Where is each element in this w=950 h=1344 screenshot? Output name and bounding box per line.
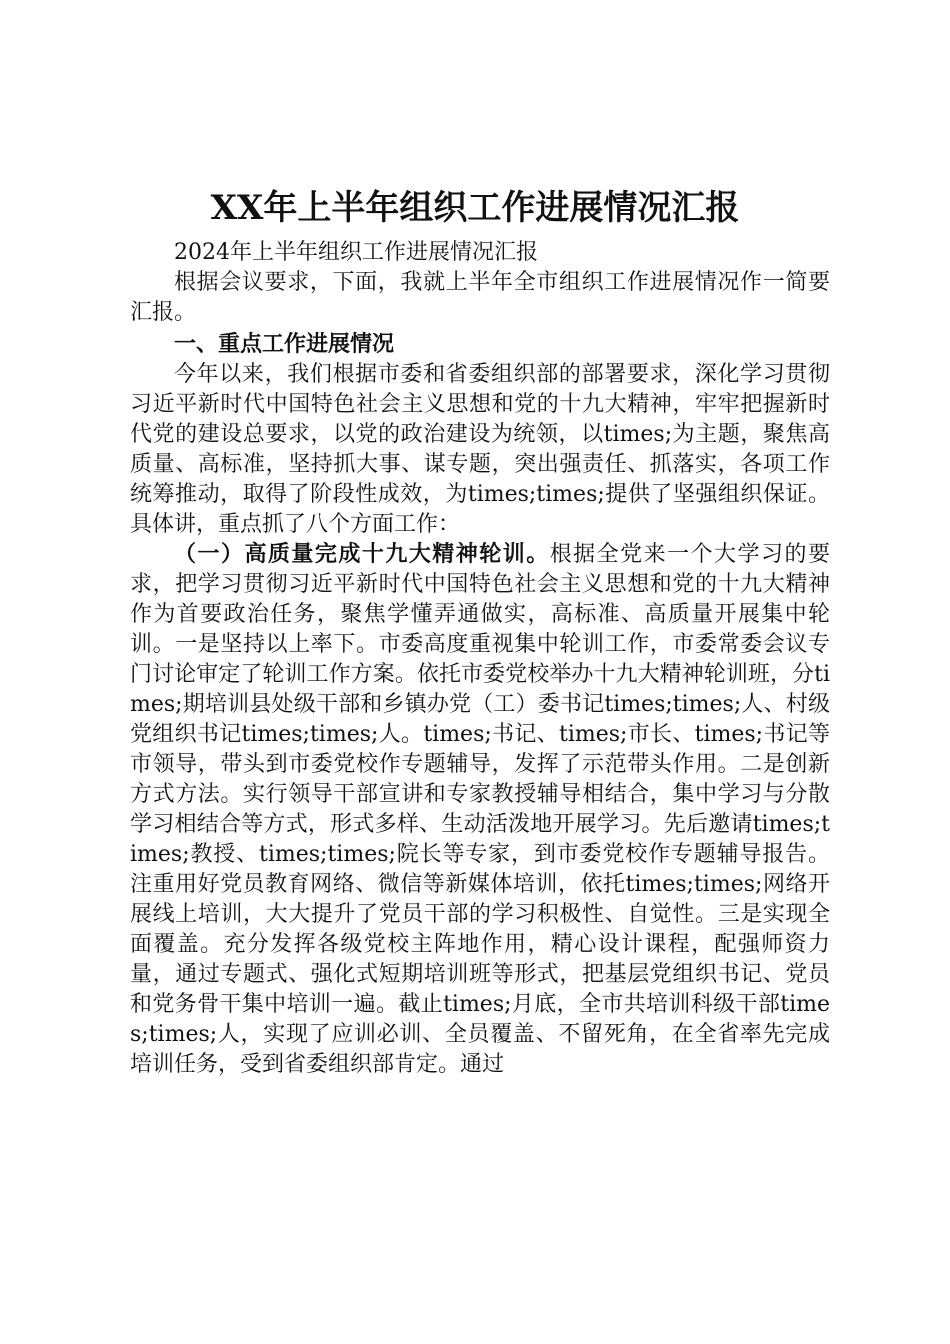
document-subtitle: 2024年上半年组织工作进展情况汇报 [174,240,538,265]
intro-paragraph: 根据会议要求，下面，我就上半年全市组织工作进展情况作一简要汇报。 [130,270,830,325]
section-paragraph: 今年以来，我们根据市委和省委组织部的部署要求，深化学习贯彻习近平新时代中国特色社会主义思想和党的十九大精神，牢牢把握新时代党的建设总要求，以党的政治建设为统领，以times;为主题，聚焦高质量、高标准，坚持抓大事、谋专题，突出强责任、抓落实，各项工作统筹推动，取得了阶段性成效，为times;times;提供了坚强组织保证。具体讲，重点抓了八个方面工作： [130,362,830,537]
document-body [130,238,830,1080]
document-title: XX年上半年组织工作进展情况汇报 [210,188,740,228]
item-paragraph [130,540,830,1080]
item-lead: （一）高质量完成十九大精神轮训。 [174,542,550,567]
section-heading: 一、重点工作进展情况 [174,332,395,357]
item-body: 根据全党来一个大学习的要求，把学习贯彻习近平新时代中国特色社会主义思想和党的十九大精神作为首要政治任务，聚焦学懂弄通做实，高标准、高质量开展集中轮训。一是坚持以上率下。市委高度重视集中轮训工作，市委常委会议专门讨论审定了轮训工作方案。依托市委党校举办十九大精神轮训班，分times;期培训县处级干部和乡镇办党（工）委书记times;times;人、村级党组织书记times;times;人。times;书记、times;市长、times;书记等市领导，带头到市委党校作专题辅导，发挥了示范带头作用。二是创新方式方法。实行领导干部宣讲和专家教授辅导相结合，集中学习与分散学习相结合等方式，形式多样、生动活泼地开展学习。先后邀请times;times;教授、times;times;院长等专家，到市委党校作专题辅导报告。注重用好党员教育网络、微信等新媒体培训，依托times;times;网络开展线上培训，大大提升了党员干部的学习积极性、自觉性。三是实现全面覆盖。充分发挥各级党校主阵地作用，精心设计课程，配强师资力量，通过专题式、强化式短期培训班等形式，把基层党组织书记、党员和党务骨干集中培训一遍。截止times;月底，全市共培训科级干部times;times;人，实现了应训必训、全员覆盖、不留死角，在全省率先完成培训任务，受到省委组织部肯定。通过 [130,542,830,1077]
